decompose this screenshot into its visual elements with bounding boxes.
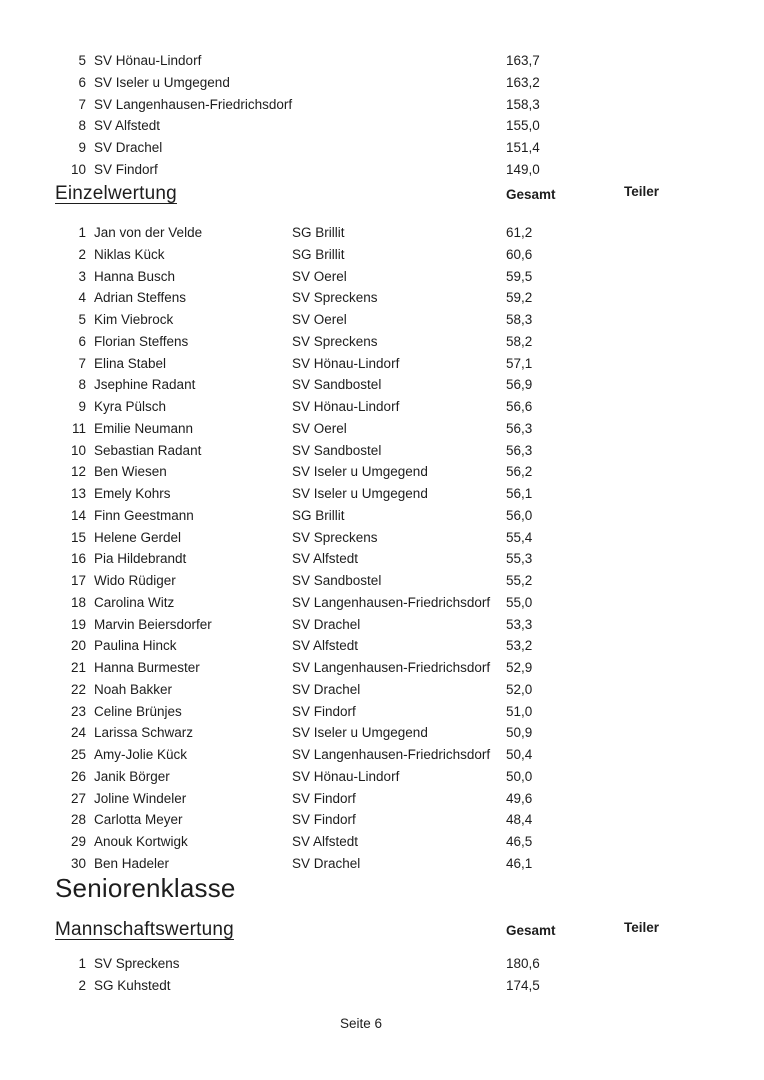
table-row: [0, 766, 626, 788]
gesamt-column-header: Gesamt: [506, 187, 556, 202]
table-row: [0, 440, 626, 462]
club-cell: SV Hönau-Lindorf: [292, 355, 400, 371]
club-cell: SV Oerel: [292, 268, 347, 284]
gesamt-cell: 48,4: [506, 812, 533, 828]
table-row: [0, 953, 626, 975]
name-cell: Ben Wiesen: [94, 464, 167, 480]
einzelwertung-rows: [0, 222, 626, 875]
gesamt-cell: 46,5: [506, 834, 533, 849]
rank-cell: 26: [70, 768, 86, 784]
gesamt-cell: 56,2: [506, 464, 533, 480]
gesamt-cell: 163,2: [506, 74, 540, 90]
table-row: [0, 461, 626, 483]
club-cell: SV Spreckens: [292, 333, 378, 349]
rank-cell: 13: [70, 486, 86, 501]
table-row: [0, 50, 626, 72]
name-cell: Amy-Jolie Kück: [94, 747, 188, 762]
club-cell: SV Oerel: [292, 420, 347, 436]
name-cell: Noah Bakker: [94, 681, 173, 697]
rank-cell: 2: [78, 977, 86, 993]
table-row: [0, 483, 626, 505]
gesamt-cell: 61,2: [506, 225, 533, 240]
seniorenklasse-class-title: Seniorenklasse: [55, 873, 236, 903]
name-cell: Celine Brünjes: [94, 703, 182, 719]
gesamt-cell: 55,3: [506, 551, 533, 567]
table-row: [0, 548, 626, 570]
rank-cell: 24: [70, 725, 86, 741]
club-cell: SG Brillit: [292, 225, 345, 240]
rank-cell: 1: [78, 956, 86, 971]
rank-cell: 28: [70, 812, 86, 828]
rank-cell: 10: [70, 442, 86, 458]
name-cell: SV Iseler u Umgegend: [94, 74, 230, 90]
table-row: [0, 94, 626, 116]
name-cell: Marvin Beiersdorfer: [94, 616, 212, 632]
gesamt-cell: 50,4: [506, 747, 533, 762]
gesamt-cell: 46,1: [506, 855, 533, 871]
gesamt-cell: 180,6: [506, 956, 540, 971]
senior-team-ranking-rows: [0, 953, 626, 997]
rank-cell: 25: [70, 747, 86, 762]
table-row: [0, 975, 626, 997]
table-row: [0, 396, 626, 418]
gesamt-cell: 58,3: [506, 312, 533, 327]
gesamt-cell: 55,2: [506, 573, 533, 588]
gesamt-cell: 151,4: [506, 140, 540, 155]
name-cell: Kyra Pülsch: [94, 399, 167, 414]
name-cell: Kim Viebrock: [94, 312, 174, 327]
name-cell: Paulina Hinck: [94, 638, 177, 654]
table-row: [0, 266, 626, 288]
rank-cell: 2: [78, 246, 86, 262]
name-cell: Sebastian Radant: [94, 442, 202, 458]
einzelwertung-section-title: Einzelwertung: [55, 183, 177, 204]
name-cell: SV Spreckens: [94, 956, 180, 971]
club-cell: SV Hönau-Lindorf: [292, 768, 400, 784]
table-row: [0, 72, 626, 94]
club-cell: SV Spreckens: [292, 290, 378, 306]
gesamt-cell: 59,2: [506, 290, 533, 306]
name-cell: Wido Rüdiger: [94, 573, 176, 588]
rank-cell: 9: [78, 399, 86, 414]
gesamt-cell: 50,9: [506, 725, 533, 741]
rank-cell: 20: [70, 638, 86, 654]
rank-cell: 4: [78, 290, 86, 306]
rank-cell: 5: [78, 312, 86, 327]
gesamt-cell: 56,6: [506, 399, 533, 414]
table-row: [0, 244, 626, 266]
club-cell: SV Iseler u Umgegend: [292, 486, 428, 501]
name-cell: Elina Stabel: [94, 355, 167, 371]
rank-cell: 22: [70, 681, 86, 697]
rank-cell: 7: [78, 355, 86, 371]
rank-cell: 16: [70, 551, 86, 567]
table-row: [0, 331, 626, 353]
name-cell: Helene Gerdel: [94, 529, 182, 545]
name-cell: SG Kuhstedt: [94, 977, 171, 993]
table-row: [0, 115, 626, 137]
rank-cell: 6: [78, 74, 86, 90]
table-row: [0, 374, 626, 396]
table-row: [0, 159, 626, 181]
page-number-footer: Seite 6: [339, 1016, 383, 1031]
gesamt-cell: 56,0: [506, 507, 533, 523]
club-cell: SV Spreckens: [292, 529, 378, 545]
name-cell: Emilie Neumann: [94, 420, 194, 436]
gesamt-cell: 60,6: [506, 246, 533, 262]
gesamt-cell: 149,0: [506, 161, 540, 177]
table-row: [0, 853, 626, 875]
gesamt-cell: 52,9: [506, 660, 533, 675]
club-cell: SV Drachel: [292, 855, 361, 871]
rank-cell: 14: [70, 507, 86, 523]
rank-cell: 12: [70, 464, 86, 480]
gesamt-cell: 53,3: [506, 616, 533, 632]
name-cell: Niklas Kück: [94, 246, 165, 262]
rank-cell: 7: [78, 96, 86, 112]
rank-cell: 5: [78, 53, 86, 68]
gesamt-cell: 56,3: [506, 442, 533, 458]
name-cell: Pia Hildebrandt: [94, 551, 187, 567]
rank-cell: 1: [78, 225, 86, 240]
rank-cell: 27: [70, 790, 86, 806]
gesamt-cell: 163,7: [506, 53, 540, 68]
name-cell: Emely Kohrs: [94, 486, 171, 501]
club-cell: SV Oerel: [292, 312, 347, 327]
rank-cell: 15: [70, 529, 86, 545]
club-cell: SV Langenhausen-Friedrichsdorf: [292, 660, 491, 675]
top-team-ranking-rows: [0, 50, 626, 181]
rank-cell: 21: [70, 660, 86, 675]
gesamt-cell: 58,2: [506, 333, 533, 349]
rank-cell: 10: [70, 161, 86, 177]
table-row: [0, 287, 626, 309]
table-row: [0, 222, 626, 244]
table-row: [0, 679, 626, 701]
rank-cell: 18: [70, 594, 86, 610]
club-cell: SV Alfstedt: [292, 834, 359, 849]
table-row: [0, 831, 626, 853]
club-cell: SV Iseler u Umgegend: [292, 464, 428, 480]
rank-cell: 9: [78, 140, 86, 155]
table-row: [0, 788, 626, 810]
rank-cell: 3: [78, 268, 86, 284]
table-row: [0, 418, 626, 440]
gesamt-cell: 56,1: [506, 486, 533, 501]
name-cell: Joline Windeler: [94, 790, 187, 806]
name-cell: Carlotta Meyer: [94, 812, 183, 828]
name-cell: Carolina Witz: [94, 594, 175, 610]
club-cell: SV Sandbostel: [292, 442, 382, 458]
mannschaftswertung-section-title: Mannschaftswertung: [55, 919, 234, 940]
club-cell: SG Brillit: [292, 507, 345, 523]
table-row: [0, 744, 626, 766]
club-cell: SV Iseler u Umgegend: [292, 725, 428, 741]
rank-cell: 19: [70, 616, 86, 632]
gesamt-cell: 56,9: [506, 377, 533, 393]
name-cell: Janik Börger: [94, 768, 170, 784]
name-cell: SV Alfstedt: [94, 118, 161, 134]
club-cell: SV Hönau-Lindorf: [292, 399, 400, 414]
table-row: [0, 309, 626, 331]
table-row: [0, 701, 626, 723]
gesamt-cell: 53,2: [506, 638, 533, 654]
gesamt-cell: 55,4: [506, 529, 533, 545]
table-row: [0, 657, 626, 679]
club-cell: SV Sandbostel: [292, 573, 382, 588]
gesamt-cell: 155,0: [506, 118, 540, 134]
teiler-column-header: Teiler: [624, 184, 660, 199]
rank-cell: 8: [78, 118, 86, 134]
gesamt-column-header: Gesamt: [506, 923, 556, 938]
table-row: [0, 614, 626, 636]
name-cell: Anouk Kortwigk: [94, 834, 188, 849]
club-cell: SV Langenhausen-Friedrichsdorf: [292, 747, 491, 762]
table-row: [0, 527, 626, 549]
rank-cell: 17: [70, 573, 86, 588]
name-cell: SV Hönau-Lindorf: [94, 53, 202, 68]
gesamt-cell: 174,5: [506, 977, 540, 993]
gesamt-cell: 52,0: [506, 681, 533, 697]
gesamt-cell: 59,5: [506, 268, 533, 284]
name-cell: Hanna Busch: [94, 268, 176, 284]
name-cell: Adrian Steffens: [94, 290, 187, 306]
table-row: [0, 635, 626, 657]
club-cell: SV Alfstedt: [292, 551, 359, 567]
gesamt-cell: 57,1: [506, 355, 533, 371]
name-cell: Larissa Schwarz: [94, 725, 194, 741]
rank-cell: 29: [70, 834, 86, 849]
name-cell: Hanna Burmester: [94, 660, 200, 675]
gesamt-cell: 55,0: [506, 594, 533, 610]
name-cell: Jan von der Velde: [94, 225, 203, 240]
club-cell: SV Langenhausen-Friedrichsdorf: [292, 594, 491, 610]
club-cell: SV Drachel: [292, 681, 361, 697]
table-row: [0, 722, 626, 744]
table-row: [0, 570, 626, 592]
club-cell: SV Alfstedt: [292, 638, 359, 654]
gesamt-cell: 50,0: [506, 768, 533, 784]
table-row: [0, 809, 626, 831]
name-cell: SV Langenhausen-Friedrichsdorf: [94, 96, 293, 112]
name-cell: Florian Steffens: [94, 333, 189, 349]
table-row: [0, 592, 626, 614]
rank-cell: 11: [71, 420, 86, 436]
name-cell: Ben Hadeler: [94, 855, 170, 871]
name-cell: Jsephine Radant: [94, 377, 196, 393]
table-row: [0, 137, 626, 159]
rank-cell: 6: [78, 333, 86, 349]
club-cell: SV Findorf: [292, 790, 356, 806]
rank-cell: 30: [70, 855, 86, 871]
rank-cell: 8: [78, 377, 86, 393]
club-cell: SG Brillit: [292, 246, 345, 262]
name-cell: SV Findorf: [94, 161, 158, 177]
gesamt-cell: 49,6: [506, 790, 533, 806]
gesamt-cell: 51,0: [506, 703, 533, 719]
gesamt-cell: 56,3: [506, 420, 533, 436]
club-cell: SV Findorf: [292, 812, 356, 828]
club-cell: SV Findorf: [292, 703, 356, 719]
club-cell: SV Sandbostel: [292, 377, 382, 393]
name-cell: SV Drachel: [94, 140, 163, 155]
table-row: [0, 505, 626, 527]
table-row: [0, 353, 626, 375]
name-cell: Finn Geestmann: [94, 507, 194, 523]
gesamt-cell: 158,3: [506, 96, 540, 112]
teiler-column-header: Teiler: [624, 920, 660, 935]
rank-cell: 23: [70, 703, 86, 719]
club-cell: SV Drachel: [292, 616, 361, 632]
